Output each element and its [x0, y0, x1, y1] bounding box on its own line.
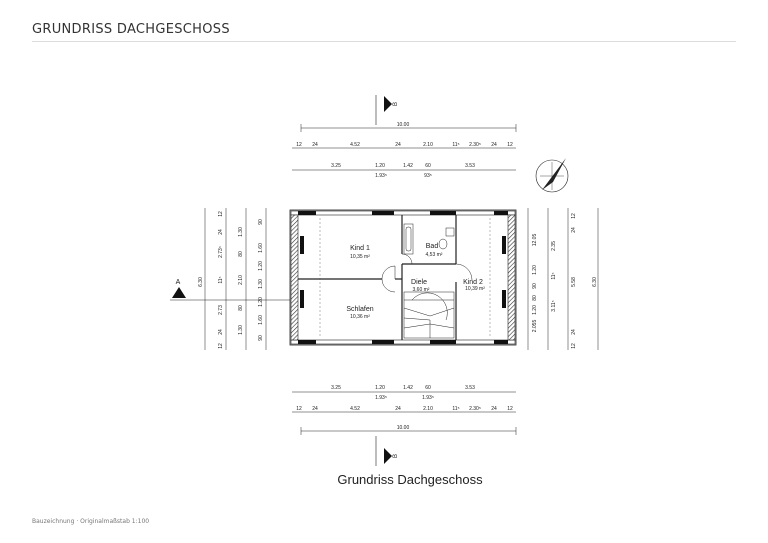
left-dim-c1-1: 24: [218, 229, 224, 235]
left-dim-c2-0: 1.30: [238, 227, 244, 237]
top-dim-r2-4: 3.53: [465, 163, 475, 169]
top-dim-r1-7: 24: [491, 142, 497, 148]
left-dimensions: [170, 208, 290, 350]
right-dim-c3-3: 80: [532, 295, 538, 301]
room-name-kind1: Kind 1: [350, 245, 370, 252]
left-dim-c1-0: 12: [218, 211, 224, 217]
top-dim-r1-1: 24: [312, 142, 318, 148]
left-dim-c1-3: 11⁵: [218, 276, 224, 284]
bottom-dim-sub-1: 1.93⁵: [422, 395, 434, 401]
right-dim-c1-4: 12: [571, 343, 577, 349]
top-dim-sub-0: 1.93⁵: [375, 173, 387, 179]
top-dim-r2-3: 60: [425, 163, 431, 169]
top-dim-r2-0: 3.25: [331, 163, 341, 169]
building-walls: [290, 210, 516, 345]
section-label-a: A: [175, 279, 181, 286]
staircase: [404, 292, 454, 338]
top-dim-r1-5: 11⁵: [452, 142, 460, 148]
right-dim-c1-1: 24: [571, 227, 577, 233]
left-dim-c3-0: 90: [258, 219, 264, 225]
right-dim-outer: 6.30: [592, 277, 598, 287]
left-dim-c3-3: 1.30: [258, 279, 264, 289]
right-dim-c3-4: 1.20: [532, 305, 538, 315]
left-dim-c2-3: 80: [238, 305, 244, 311]
bottom-dim-r2-5: 11⁵: [452, 406, 460, 412]
bottom-dim-r1-1: 1.20: [375, 385, 385, 391]
bottom-dim-sub-0: 1.93⁵: [375, 395, 387, 401]
sheet-title: GRUNDRISS DACHGESCHOSS: [32, 22, 230, 37]
left-dim-c1-4: 2.73: [218, 305, 224, 315]
top-dim-sub-1: 93⁵: [424, 173, 432, 179]
bottom-dim-r1-4: 3.53: [465, 385, 475, 391]
left-dim-c3-6: 90: [258, 335, 264, 341]
room-name-bad: Bad: [425, 243, 439, 250]
left-dim-outer: 6.30: [198, 277, 204, 287]
left-dim-c3-1: 1.60: [258, 243, 264, 253]
left-dim-c2-2: 2.10: [238, 275, 244, 285]
left-dim-c3-4: 1.20: [258, 297, 264, 307]
section-label-b-top: B: [393, 101, 399, 107]
bottom-dim-r1-0: 3.25: [331, 385, 341, 391]
bottom-dim-r1-2: 1.42: [403, 385, 413, 391]
top-dim-r1-3: 24: [395, 142, 401, 148]
bottom-dim-r2-1: 24: [312, 406, 318, 412]
room-area-diele: 3,60 m²: [412, 287, 430, 293]
right-dim-c3-5: 2.055: [532, 319, 538, 333]
interior-walls: [298, 215, 456, 340]
section-mark-b-top: [376, 95, 399, 125]
room-name-kind2: Kind 2: [463, 279, 483, 286]
north-arrow-icon: [536, 158, 568, 192]
top-dim-r1-4: 2.10: [423, 142, 433, 148]
right-dim-c1-2: 5.58: [571, 277, 577, 287]
right-dim-c3-2: 90: [532, 283, 538, 289]
right-dim-c3-0: 12.05: [532, 233, 538, 247]
bottom-dim-r2-3: 24: [395, 406, 401, 412]
section-mark-b-bottom: [376, 436, 399, 466]
top-dim-r1-2: 4.52: [350, 142, 360, 148]
bottom-dim-r2-0: 12: [296, 406, 302, 412]
room-area-schlafen: 10,36 m²: [350, 314, 370, 320]
right-dimensions: [528, 208, 598, 350]
drawing-caption: Grundriss Dachgeschoss: [337, 472, 483, 487]
bottom-dim-r2-2: 4.52: [350, 406, 360, 412]
top-dim-r1-6: 2.30⁵: [469, 142, 481, 148]
left-dim-c1-6: 12: [218, 343, 224, 349]
top-dim-r1-0: 12: [296, 142, 302, 148]
section-mark-a: [172, 279, 186, 298]
left-dim-c2-4: 1.30: [238, 325, 244, 335]
room-area-kind1: 10,35 m²: [350, 254, 370, 260]
right-dim-c2-2: 3.11⁵: [551, 300, 557, 312]
top-dim-r2-1: 1.20: [375, 163, 385, 169]
roof-windows: [300, 236, 506, 308]
bottom-dim-r2-4: 2.10: [423, 406, 433, 412]
bottom-dim-r1-3: 60: [425, 385, 431, 391]
left-dim-c2-1: 80: [238, 251, 244, 257]
section-label-b-bottom: B: [393, 453, 399, 459]
knee-wall-lines: [320, 218, 490, 338]
room-name-schlafen: Schlafen: [346, 306, 374, 313]
left-dim-c1-2: 2.73⁵: [218, 246, 224, 258]
bottom-dim-r2-6: 2.30⁵: [469, 406, 481, 412]
right-dim-c3-1: 1.20: [532, 265, 538, 275]
right-dim-c1-0: 12: [571, 213, 577, 219]
top-dim-overall: 10.00: [396, 122, 410, 128]
room-area-bad: 4,53 m²: [425, 252, 443, 258]
room-name-diele: Diele: [411, 279, 427, 286]
right-dim-c2-0: 2.35: [551, 241, 557, 251]
room-area-kind2: 10,39 m²: [465, 286, 485, 292]
bottom-dim-r2-7: 24: [491, 406, 497, 412]
bottom-dim-r2-8: 12: [507, 406, 513, 412]
top-dim-r1-8: 12: [507, 142, 513, 148]
bottom-dim-overall: 10.00: [396, 425, 410, 431]
left-dim-c1-5: 24: [218, 329, 224, 335]
top-dim-r2-2: 1.42: [403, 163, 413, 169]
footer-note: Bauzeichnung · Originalmaßstab 1:100: [32, 518, 150, 525]
right-dim-c2-1: 11⁵: [551, 272, 557, 280]
left-dim-c3-5: 1.60: [258, 315, 264, 325]
right-dim-c1-3: 24: [571, 329, 577, 335]
left-dim-c3-2: 1.20: [258, 261, 264, 271]
